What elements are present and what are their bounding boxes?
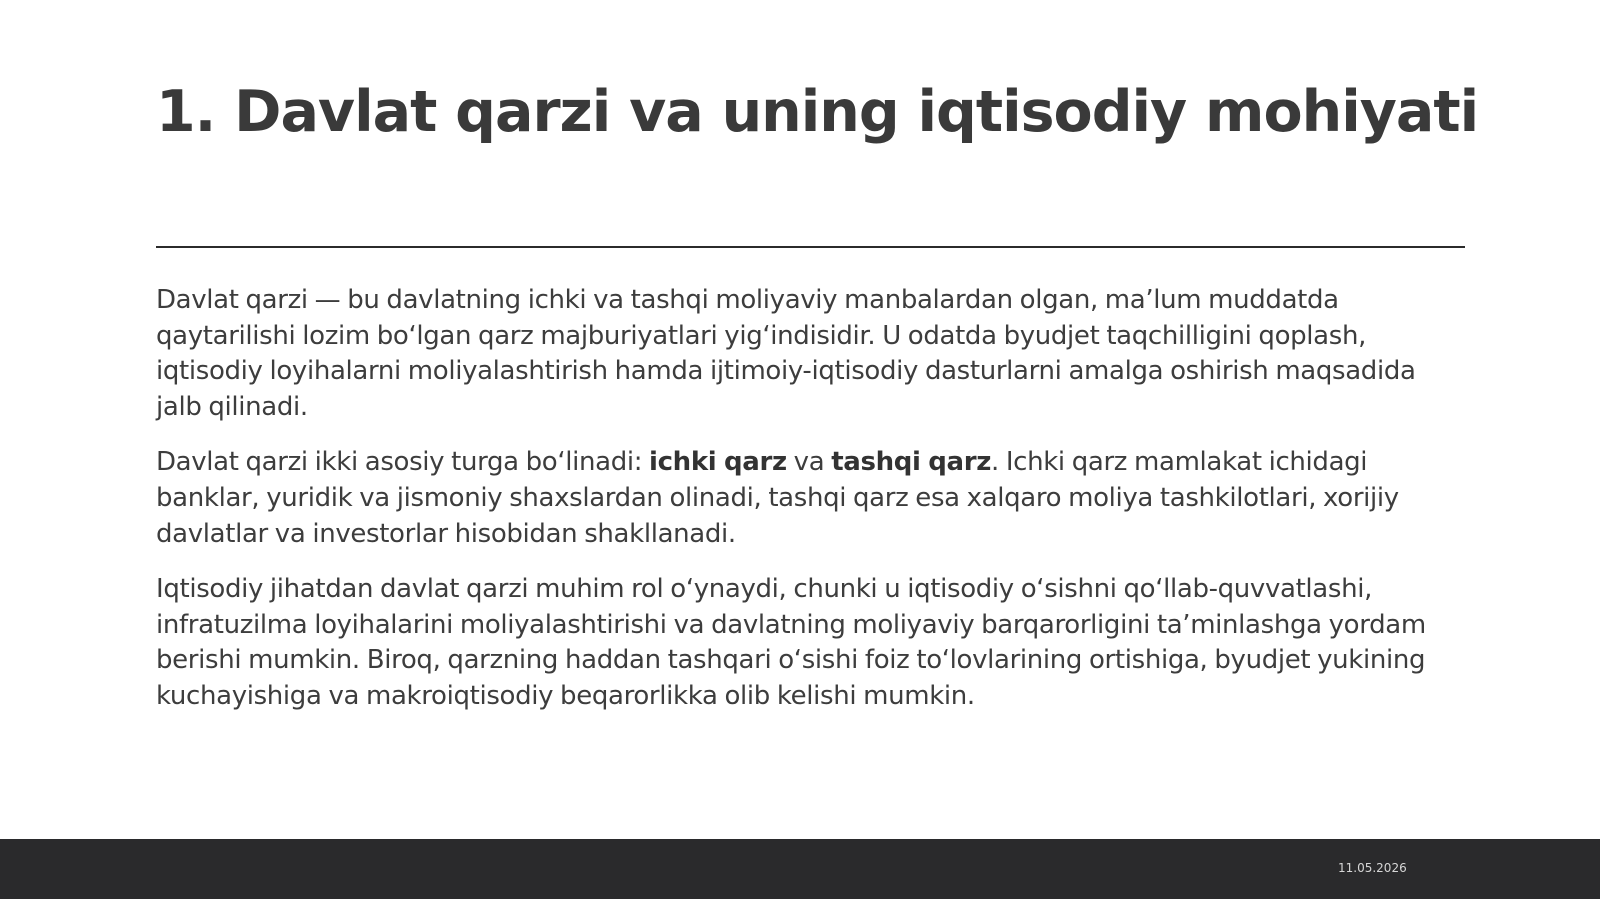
slide-title: 1. Davlat qarzi va uning iqtisodiy mohiyati [156,79,1479,145]
paragraph-types [156,445,1456,552]
slide-body [156,283,1456,735]
footer-date: 11.05.2026 [1338,861,1407,875]
title-divider [156,246,1465,248]
term-internal-debt: ichki qarz [649,447,787,478]
paragraph-economic-role: Iqtisodiy jihatdan davlat qarzi muhim rol o‘ynaydi, chunki u iqtisodiy o‘sishni qo‘llab-quvvatlashi, infratuzilma loyihalarini moliyalashtirishi va davlatning moliyaviy barqarorligini ta’minlashga yordam berishi mumkin. Biroq, qarzning haddan tashqari o‘sishi foiz to‘lovlarining ortishiga, byudjet yukining kuchayishiga va makroiqtisodiy beqarorlikka olib kelishi mumkin. [156,574,1426,711]
paragraph-types-text-2: va [786,447,832,478]
paragraph-types-text-3: . Ichki qarz mamlakat ichidagi banklar, yuridik va jismoniy shaxslardan olinadi, tashqi qarz esa xalqaro moliya tashkilotlari, xorijiy davlatlar va investorlar hisobidan shakllanadi. [156,447,1399,549]
term-external-debt: tashqi qarz [831,447,991,478]
paragraph-types-text-1: Davlat qarzi ikki asosiy turga bo‘linadi: [156,447,650,478]
paragraph-definition: Davlat qarzi — bu davlatning ichki va tashqi moliyaviy manbalardan olgan, ma’lum muddatda qaytarilishi lozim bo‘lgan qarz majburiyatlari yig‘indisidir. U odatda byudjet taqchilligini qoplash, iqtisodiy loyihalarni moliyalashtirish hamda ijtimoiy-iqtisodiy dasturlarni amalga oshirish maqsadida jalb qilinadi. [156,285,1416,422]
